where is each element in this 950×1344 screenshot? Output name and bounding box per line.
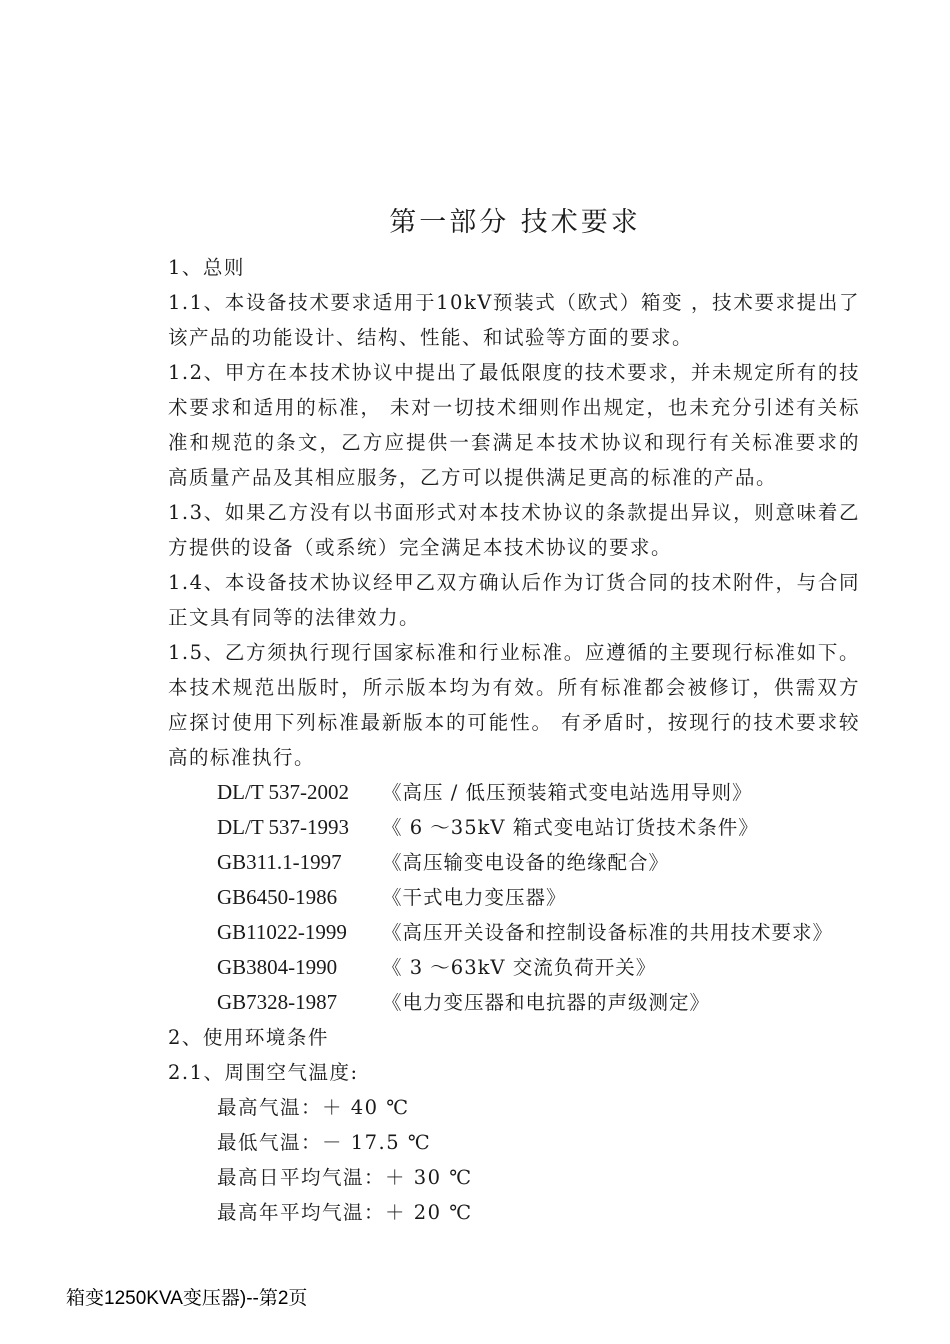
standard-item	[168, 810, 860, 845]
standard-name: 《 6 ～35kV 箱式变电站订货技术条件》	[382, 816, 759, 839]
page-title: 第一部分 技术要求	[389, 207, 641, 238]
standard-name: 《电力变压器和电抗器的声级测定》	[382, 991, 711, 1014]
standard-item	[168, 985, 860, 1020]
standard-code: GB11022-1999	[217, 920, 347, 944]
standard-item	[168, 950, 860, 985]
standard-name: 《高压 / 低压预装箱式变电站选用导则》	[382, 781, 753, 804]
paragraph-1-3: 1.3、如果乙方没有以书面形式对本技术协议的条款提出异议，则意味着乙方提供的设备（或系统）完全满足本技术协议的要求。	[168, 501, 860, 559]
document-body	[168, 250, 860, 1230]
standards-list	[168, 775, 860, 1020]
temperature-item: 最高年平均气温：＋ 20 ℃	[217, 1201, 473, 1224]
standard-code: GB3804-1990	[217, 955, 338, 979]
standard-name: 《高压输变电设备的绝缘配合》	[382, 851, 670, 874]
paragraph-1-2: 1.2、甲方在本技术协议中提出了最低限度的技术要求，并未规定所有的技术要求和适用的标准， 未对一切技术细则作出规定，也未充分引述有关标准和规范的条文，乙方应提供一套满足本技术协议和现行有关标准要求的高质量产品及其相应服务，乙方可以提供满足更高的标准的产品。	[168, 361, 860, 489]
standard-item	[168, 845, 860, 880]
standard-item	[168, 880, 860, 915]
paragraph-1-5: 1.5、乙方须执行现行国家标准和行业标准。应遵循的主要现行标准如下。本技术规范出版时，所示版本均为有效。所有标准都会被修订，供需双方应探讨使用下列标准最新版本的可能性。 有矛盾时，按现行的技术要求较高的标准执行。	[168, 641, 860, 769]
standard-code: GB7328-1987	[217, 990, 338, 1014]
page-footer: 箱变1250KVA变压器)--第2页	[66, 1288, 308, 1309]
standard-name: 《 3 ～63kV 交流负荷开关》	[382, 956, 657, 979]
section-heading: 2、使用环境条件	[168, 1026, 329, 1049]
standard-code: GB311.1-1997	[217, 850, 342, 874]
paragraph-1-4: 1.4、本设备技术协议经甲乙双方确认后作为订货合同的技术附件，与合同正文具有同等的法律效力。	[168, 571, 860, 629]
standard-name: 《干式电力变压器》	[382, 886, 567, 909]
standard-code: DL/T 537-2002	[217, 780, 350, 804]
section-heading: 1、总则	[168, 256, 245, 279]
paragraph-1-1: 1.1、本设备技术要求适用于10kV预装式（欧式）箱变 ，技术要求提出了该产品的功能设计、结构、性能、和试验等方面的要求。	[168, 291, 860, 349]
standard-code: DL/T 537-1993	[217, 815, 350, 839]
temperature-item: 最低气温：－ 17.5 ℃	[217, 1131, 432, 1154]
temperature-item: 最高日平均气温：＋ 30 ℃	[217, 1166, 473, 1189]
standard-item	[168, 915, 860, 950]
standard-code: GB6450-1986	[217, 885, 338, 909]
subsection-heading: 2.1、周围空气温度:	[168, 1061, 359, 1084]
standard-name: 《高压开关设备和控制设备标准的共用技术要求》	[382, 921, 834, 944]
standard-item	[168, 775, 860, 810]
temperature-item: 最高气温：＋ 40 ℃	[217, 1096, 410, 1119]
